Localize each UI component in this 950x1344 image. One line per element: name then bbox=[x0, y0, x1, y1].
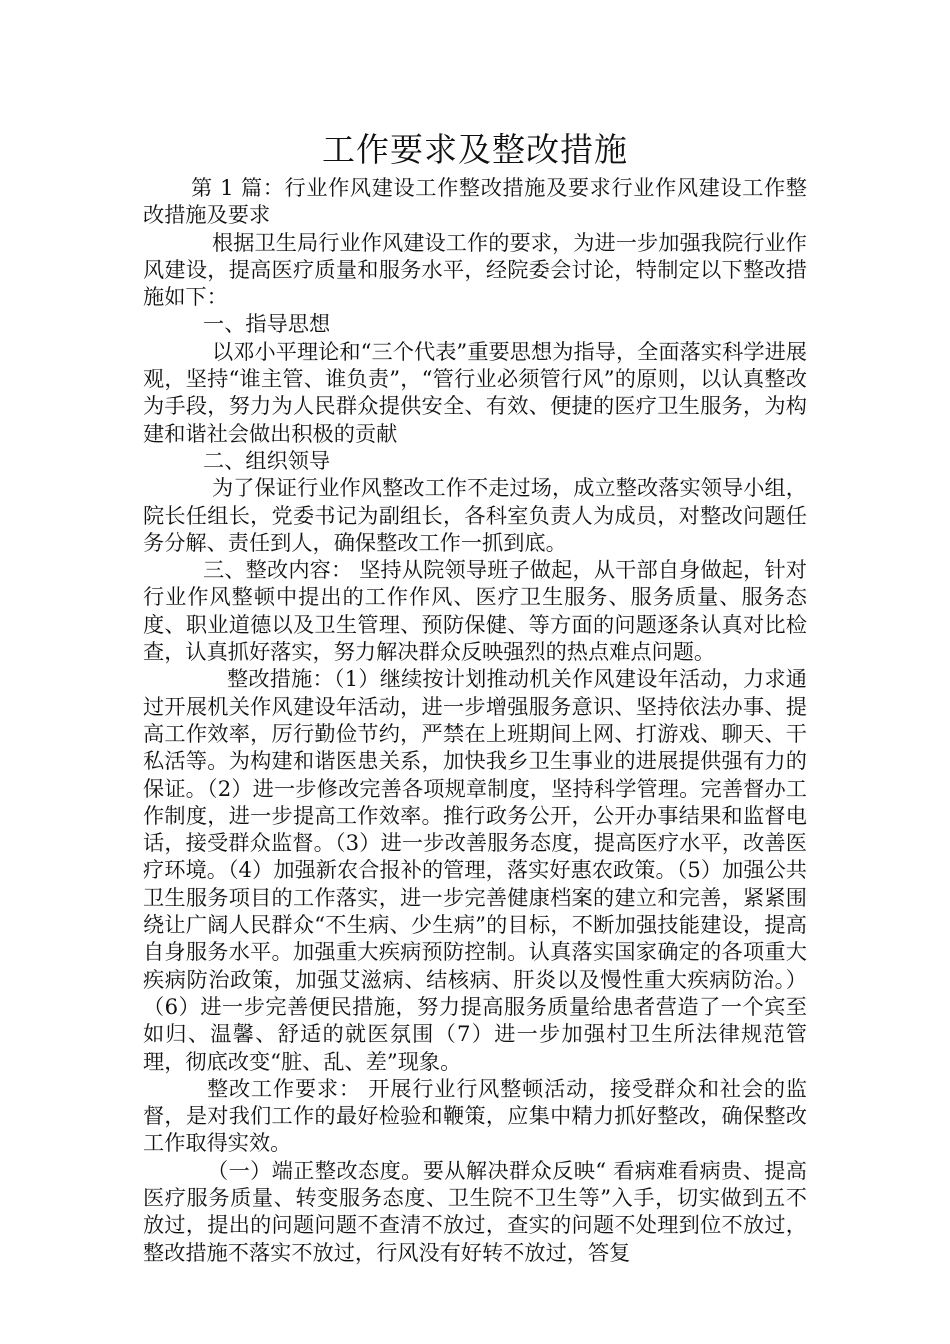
document-body bbox=[143, 174, 807, 1266]
paragraph-leadership: 为了保证行业作风整改工作不走过场，成立整改落实领导小组，院长任组长，党委书记为副组长，各科室负责人为成员，对整改问题任务分解、责任到人，确保整改工作一抓到底。 bbox=[143, 475, 807, 555]
paragraph-rectification-content: 三、整改内容： 坚持从院领导班子做起，从干部自身做起，针对行业作风整顿中提出的工作作风、医疗卫生服务、服务质量、服务态度、职业道德以及卫生管理、预防保健、等方面的问题逐条认真对比检查，认真抓好落实，努力解决群众反映强烈的热点难点问题。 bbox=[143, 557, 807, 665]
document-title: 工作要求及整改措施 bbox=[322, 130, 628, 169]
section-heading-guiding-thought: 一、指导思想 bbox=[203, 311, 331, 337]
paragraph-work-requirements: 整改工作要求： 开展行业行风整顿活动，接受群众和社会的监督，是对我们工作的最好检验和鞭策，应集中精力抓好整改，确保整改工作取得实效。 bbox=[143, 1075, 807, 1156]
paragraph-rectification-measures: 整改措施：（1）继续按计划推动机关作风建设年活动，力求通过开展机关作风建设年活动，进一步增强服务意识、坚持依法办事、提高工作效率，厉行勤俭节约，严禁在上班期间上网、打游戏、聊天、干私活等。为构建和谐医患关系，加快我乡卫生事业的进展提供强有力的保证。（2）进一步修改完善各项规章制度，坚持科学管理。完善督办工作制度，进一步提高工作效率。推行政务公开，公开办事结果和监督电话，接受群众监督。（3）进一步改善服务态度，提高医疗水平，改善医疗环境。（4）加强新农合报补的管理，落实好惠农政策。（5）加强公共卫生服务项目的工作落实，进一步完善健康档案的建立和完善，紧紧围绕让广阔人民群众“不生病、少生病”的目标，不断加强技能建设，提高自身服务水平。加强重大疾病预防控制。认真落实国家确定的各项重大疾病防治政策，加强艾滋病、结核病、肝炎以及慢性重大疾病防治。）（6）进一步完善便民措施，努力提高服务质量给患者营造了一个宾至如归、温馨、舒适的就医氛围（7）进一步加强村卫生所法律规范管理，彻底改变“脏、乱、差”现象。 bbox=[143, 666, 807, 1074]
paragraph-guiding-thought: 以邓小平理论和“三个代表”重要思想为指导，全面落实科学进展观，坚持“谁主管、谁负责”，“管行业必须管行风”的原则，以认真整改为手段，努力为人民群众提供安全、有效、便捷的医疗卫生服务，为构建和谐社会做出积极的贡献 bbox=[143, 338, 807, 446]
paragraph-intro: 根据卫生局行业作风建设工作的要求，为进一步加强我院行业作风建设，提高医疗质量和服务水平，经院委会讨论，特制定以下整改措施如下： bbox=[143, 229, 807, 310]
paragraph-article-heading: 第 1 篇：行业作风建设工作整改措施及要求行业作风建设工作整改措施及要求 bbox=[143, 175, 807, 228]
section-heading-leadership: 二、组织领导 bbox=[203, 447, 331, 473]
paragraph-attitude: （一）端正整改态度。要从解决群众反映“ 看病难看病贵、提高医疗服务质量、转变服务态度、卫生院不卫生等”入手，切实做到五不放过，提出的问题问题不查清不放过，查实的问题不处理到位不放过，整改措施不落实不放过，行风没有好转不放过，答复 bbox=[143, 1157, 807, 1265]
